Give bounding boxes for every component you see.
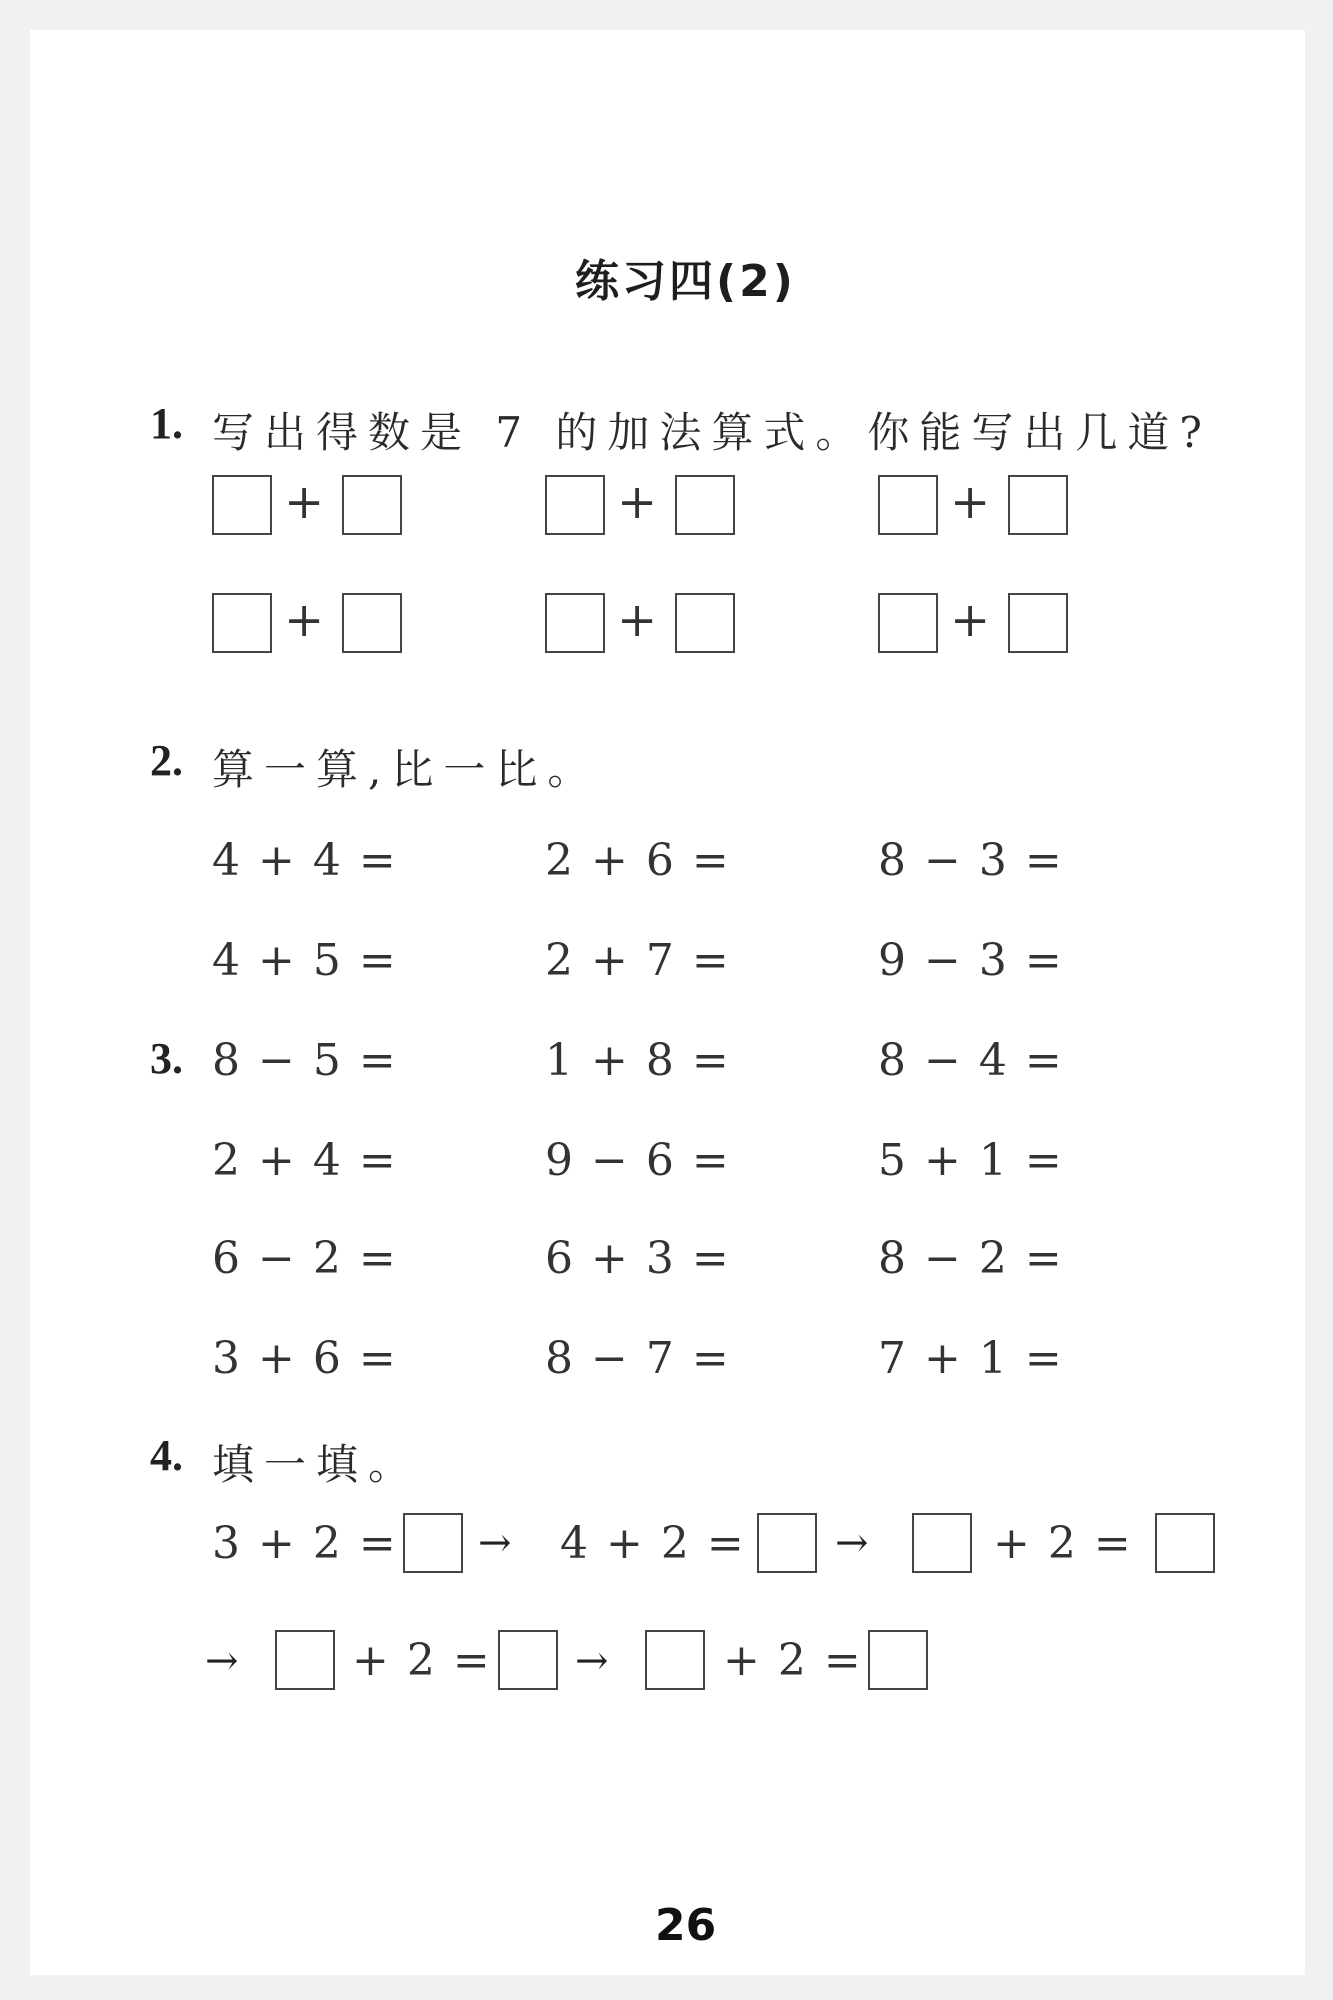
answer-box[interactable] (342, 475, 402, 535)
answer-box[interactable] (342, 593, 402, 653)
equation: 9 − 3 = (878, 935, 1064, 986)
q1-number: 1. (150, 399, 183, 448)
answer-box[interactable] (878, 475, 938, 535)
arrow-right-icon: → (205, 1638, 239, 1684)
arrow-right-icon: → (478, 1520, 512, 1566)
page-number: 26 (655, 1900, 717, 1951)
equation: 4 + 4 = (212, 835, 398, 886)
answer-box[interactable] (675, 593, 735, 653)
answer-box[interactable] (212, 475, 272, 535)
q2-number: 2. (150, 736, 183, 785)
q3-number: 3. (150, 1034, 183, 1083)
equation: 2 + 4 = (212, 1135, 398, 1186)
answer-box[interactable] (868, 1630, 928, 1690)
plus-sign: + (284, 592, 325, 648)
equation: 2 + 7 = (545, 935, 731, 986)
answer-box[interactable] (1008, 593, 1068, 653)
equation: + 2 = (352, 1635, 492, 1686)
equation: 8 − 4 = (878, 1035, 1064, 1086)
plus-sign: + (950, 592, 991, 648)
equation: 9 − 6 = (545, 1135, 731, 1186)
answer-box[interactable] (212, 593, 272, 653)
answer-box[interactable] (498, 1630, 558, 1690)
q1-instruction: 写出得数是 7 的加法算式。你能写出几道? (212, 408, 1212, 457)
equation: 4 + 5 = (212, 935, 398, 986)
answer-box[interactable] (675, 475, 735, 535)
plus-sign: + (617, 474, 658, 530)
equation: 8 − 5 = (212, 1035, 398, 1086)
q4-instruction: 填一填。 (212, 1440, 421, 1489)
equation: 8 − 3 = (878, 835, 1064, 886)
equation: 7 + 1 = (878, 1333, 1064, 1384)
q2-instruction: 算一算,比一比。 (212, 745, 600, 794)
plus-sign: + (617, 592, 658, 648)
answer-box[interactable] (878, 593, 938, 653)
answer-box[interactable] (275, 1630, 335, 1690)
arrow-right-icon: → (575, 1638, 609, 1684)
equation: 5 + 1 = (878, 1135, 1064, 1186)
answer-box[interactable] (912, 1513, 972, 1573)
equation: 2 + 6 = (545, 835, 731, 886)
answer-box[interactable] (757, 1513, 817, 1573)
equation: 3 + 6 = (212, 1333, 398, 1384)
plus-sign: + (950, 474, 991, 530)
equation: 4 + 2 = (560, 1518, 746, 1569)
equation: 3 + 2 = (212, 1518, 398, 1569)
arrow-right-icon: → (835, 1520, 869, 1566)
equation: + 2 = (993, 1518, 1133, 1569)
answer-box[interactable] (545, 475, 605, 535)
q4-number: 4. (150, 1431, 183, 1480)
page-title: 练习四(2) (575, 256, 796, 307)
answer-box[interactable] (645, 1630, 705, 1690)
equation: 6 + 3 = (545, 1233, 731, 1284)
answer-box[interactable] (1008, 475, 1068, 535)
answer-box[interactable] (1155, 1513, 1215, 1573)
equation: 1 + 8 = (545, 1035, 731, 1086)
answer-box[interactable] (403, 1513, 463, 1573)
answer-box[interactable] (545, 593, 605, 653)
equation: + 2 = (723, 1635, 863, 1686)
plus-sign: + (284, 474, 325, 530)
equation: 6 − 2 = (212, 1233, 398, 1284)
worksheet-page (30, 30, 1305, 1975)
equation: 8 − 2 = (878, 1233, 1064, 1284)
equation: 8 − 7 = (545, 1333, 731, 1384)
